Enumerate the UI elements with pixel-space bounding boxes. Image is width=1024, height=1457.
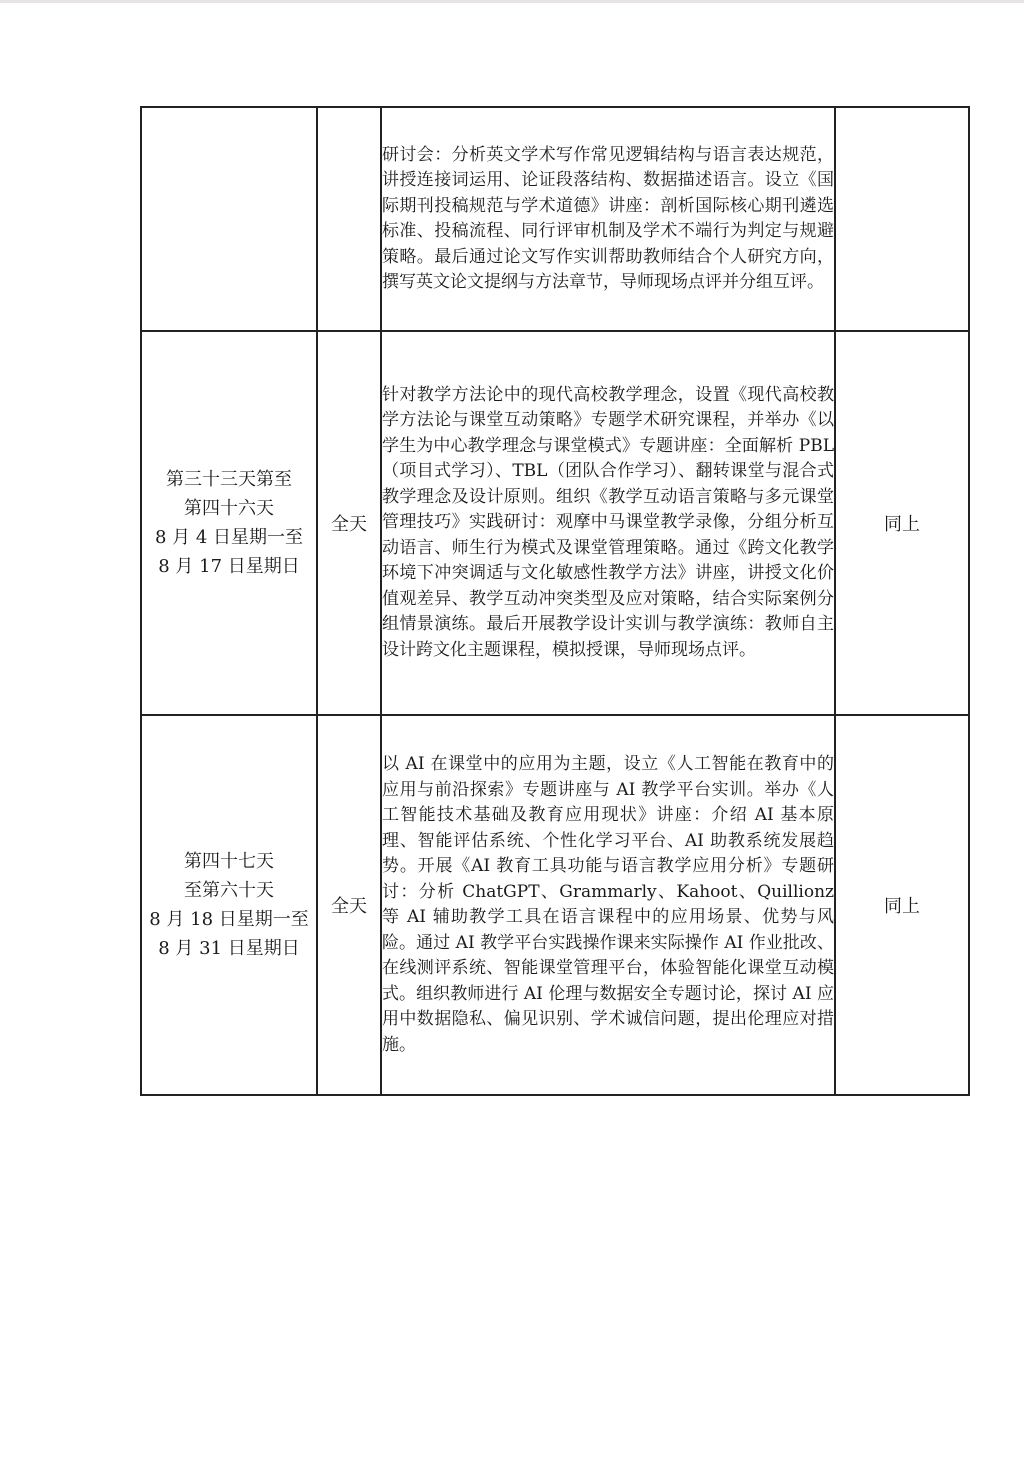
table-row xyxy=(141,715,969,1095)
time-cell xyxy=(317,107,381,331)
table-row xyxy=(141,107,969,331)
date-cell xyxy=(141,107,317,331)
note-cell xyxy=(835,107,969,331)
table-row xyxy=(141,331,969,715)
note-cell: 同上 xyxy=(835,331,969,715)
date-line: 8 月 4 日星期一至 xyxy=(154,527,304,548)
scan-edge-mark xyxy=(0,0,1024,3)
date-cell xyxy=(141,331,317,715)
note-cell: 同上 xyxy=(835,715,969,1095)
date-line: 8 月 31 日星期日 xyxy=(158,938,300,959)
date-line: 至第六十天 xyxy=(184,880,274,901)
content-cell: 以 AI 在课堂中的应用为主题，设立《人工智能在教育中的应用与前沿探索》专题讲座与 AI 教学平台实训。举办《人工智能技术基础及教育应用现状》讲座：介绍 AI 基本原理、智能评估系统、个性化学习平台、AI 助教系统发展趋势。开展《AI 教育工具功能与语言教学应用分析》专题研讨：分析 ChatGPT、Grammarly、Kahoot、Quillionz 等 AI 辅助教学工具在语言课程中的应用场景、优势与风险。通过 AI 教学平台实践操作课来实际操作 AI 作业批改、在线测评系统、智能课堂管理平台，体验智能化课堂互动模式。组织教师进行 AI 伦理与数据安全专题讨论，探讨 AI 应用中数据隐私、偏见识别、学术诚信问题，提出伦理应对措施。 xyxy=(381,715,835,1095)
content-cell: 研讨会：分析英文学术写作常见逻辑结构与语言表达规范，讲授连接词运用、论证段落结构、数据描述语言。设立《国际期刊投稿规范与学术道德》讲座：剖析国际核心期刊遴选标准、投稿流程、同行评审机制及学术不端行为判定与规避策略。最后通过论文写作实训帮助教师结合个人研究方向，撰写英文论文提纲与方法章节，导师现场点评并分组互评。 xyxy=(381,107,835,331)
time-cell: 全天 xyxy=(317,331,381,715)
date-line: 第三十三天第至 xyxy=(166,469,292,490)
schedule-table xyxy=(140,106,970,1096)
date-cell xyxy=(141,715,317,1095)
time-cell: 全天 xyxy=(317,715,381,1095)
date-line: 8 月 18 日星期一至 xyxy=(149,909,309,930)
content-cell: 针对教学方法论中的现代高校教学理念，设置《现代高校教学方法论与课堂互动策略》专题学术研究课程，并举办《以学生为中心教学理念与课堂模式》专题讲座：全面解析 PBL（项目式学习）、TBL（团队合作学习）、翻转课堂与混合式教学理念及设计原则。组织《教学互动语言策略与多元课堂管理技巧》实践研讨：观摩中马课堂教学录像，分组分析互动语言、师生行为模式及课堂管理策略。通过《跨文化教学环境下冲突调适与文化敏感性教学方法》讲座，讲授文化价值观差异、教学互动冲突类型及应对策略，结合实际案例分组情景演练。最后开展教学设计实训与教学演练：教师自主设计跨文化主题课程，模拟授课，导师现场点评。 xyxy=(381,331,835,715)
date-line: 8 月 17 日星期日 xyxy=(158,556,300,577)
date-line: 第四十六天 xyxy=(184,498,274,519)
date-line: 第四十七天 xyxy=(184,851,274,872)
